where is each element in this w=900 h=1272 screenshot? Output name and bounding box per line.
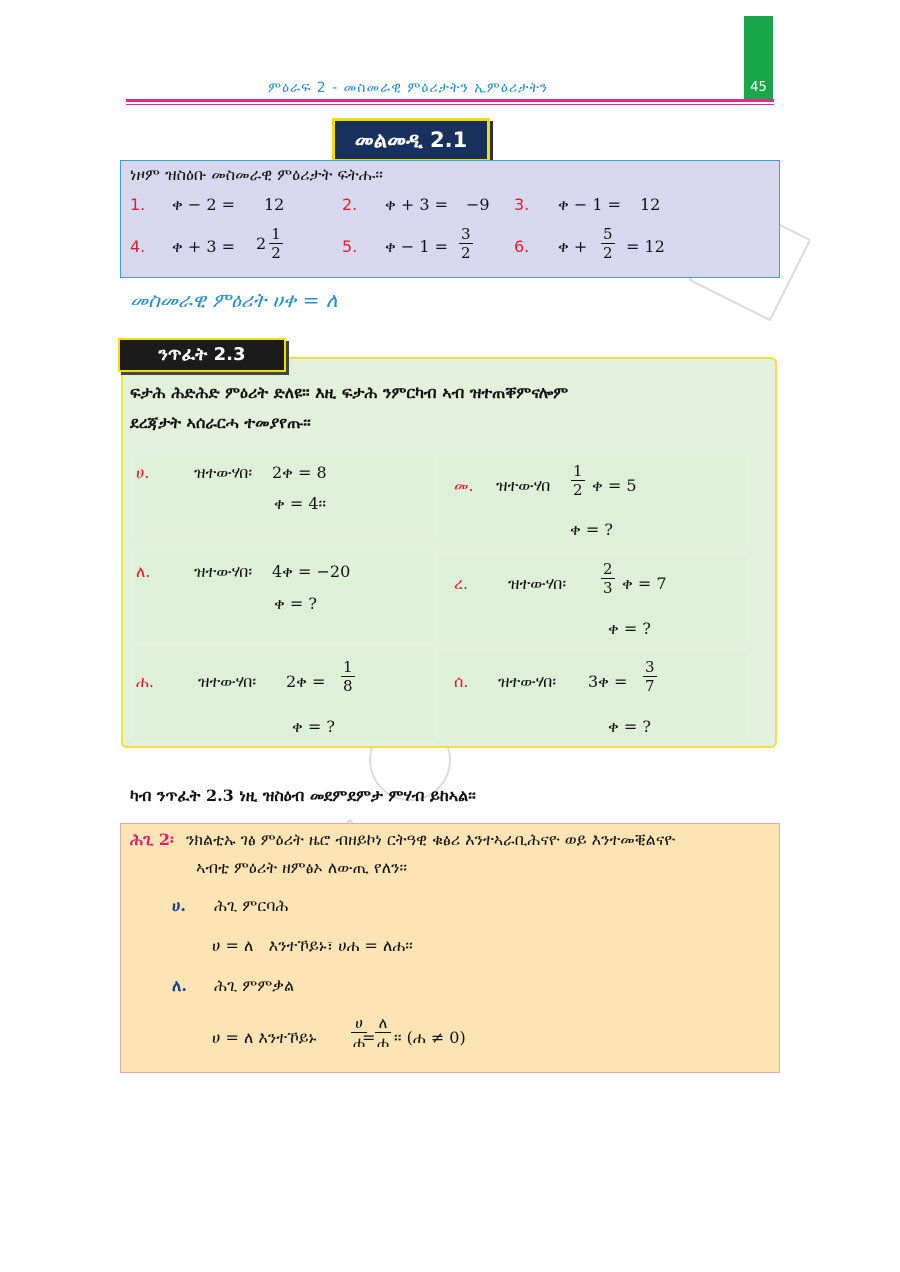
exercise-number: 4. [130,237,146,256]
equation: 2ቀ = 8 [272,463,327,482]
equation: 2ቀ = [286,672,326,691]
chapter-title: ምዕራፍ 2 - መስመራዊ ምዕሪታትን ኢምዕሪታትን [268,80,549,96]
rule-text: ንክልቲኡ ገፅ ምዕሪት ዜሮ ብዘይኮነ ርትዓዊ ቁፅሪ እንተኣራቢሕናዮ ወይ እንተመቒልናዮ [186,830,676,849]
exercise-number: 1. [130,195,146,214]
exercise-instruction: ነዞም ዝስዕቡ መስመራዊ ምዕሪታት ፍትሑ፡፡ [130,165,383,184]
rule-tag: ሕጊ 2፡ [130,830,174,849]
answer: ቀ = 4፡፡ [274,494,327,513]
fraction: $\frac{2}{3}$ [603,560,613,597]
equation-lhs: ቀ + [558,237,588,256]
equation-tail: = 12 [626,237,665,256]
given-label: ዝተውሃበ፡ [194,463,253,482]
fraction: $\frac{1}{2}$ [271,225,281,262]
given-label: ዝተውሃበ፡ [508,574,567,593]
given-label: ዝተውሃበ [496,476,551,495]
exercise-number: 2. [342,195,358,214]
answer: ቀ = ? [570,520,613,539]
page-number: 45 [750,80,767,95]
answer: ቀ = ? [608,717,651,736]
equation-lhs: ቀ − 2 = [172,195,235,214]
rule-formula: ሀ = ለ እንተኾይኑ፣ ሀሐ = ለሐ፡፡ [212,936,413,955]
rule-sub-name: ሕጊ ምርባሕ [214,896,289,915]
equation: ቀ = 7 [622,574,667,593]
activity-label: ንጥፈት 2.3 [118,338,286,372]
activity-cell [134,648,434,740]
equation-rhs: −9 [466,195,490,214]
item-label: መ. [454,476,474,495]
exercise-number: 3. [514,195,530,214]
fraction: $\frac{\text{ሀ}}{\text{ሐ}}$ [353,1014,366,1051]
item-label: ሐ. [136,672,154,691]
whole-part: 2 [256,234,267,253]
answer: ቀ = ? [292,717,335,736]
equation-lhs: ቀ − 1 = [385,237,448,256]
fraction: $\frac{3}{2}$ [461,225,471,262]
fraction: $\frac{1}{2}$ [573,462,583,499]
answer: ቀ = ? [608,619,651,638]
rule-sub-label: ለ. [172,976,187,995]
header-rule [126,99,774,102]
fraction: $\frac{1}{8}$ [343,658,353,695]
rule-formula-tail: ፡፡ (ሐ ≠ 0) [394,1028,466,1047]
activity-instruction: ፍታሕ ሕድሕድ ምዕሪት ድለዩ። እዚ ፍታሕ ንምርካብ ኣብ ዝተጠቐምናሎም ደረጃታት ኣሰራርሓ ተመያየጡ፡፡ [130,383,569,432]
section-subheading: መስመራዊ ምዕሪት ሀቀ = ለ [130,288,338,312]
activity-cell [440,556,746,646]
item-label: ረ. [454,574,469,593]
item-label: ሀ. [136,463,150,482]
rule-sub-label: ሀ. [172,896,186,915]
fraction: $\frac{3}{7}$ [645,658,655,695]
given-label: ዝተውሃበ፡ [498,672,557,691]
given-label: ዝተውሃበ፡ [198,672,257,691]
equals-sign: = [362,1028,376,1047]
rule-sub-name: ሕጊ ምምቃል [214,976,295,995]
equation-lhs: ቀ − 1 = [558,195,621,214]
rule-formula: ሀ = ለ እንተኾይኑ [212,1028,317,1047]
mixed-number [256,225,286,262]
conclusion-lead: ካብ ንጥፈት 2.3 ነዚ ዝስዕብ መደምደምታ ምሃብ ይከኣል፡፡ [130,786,476,805]
fraction: $\frac{\text{ለ}}{\text{ሐ}}$ [377,1014,390,1051]
equation-rhs: 12 [264,195,285,214]
equation-lhs: ቀ + 3 = [172,237,235,256]
exercise-badge: መልመዲ 2.1 [332,118,490,162]
equation: 4ቀ = −20 [272,562,351,581]
equation-rhs: 12 [640,195,661,214]
activity-cell [440,652,746,742]
exercise-number: 5. [342,237,358,256]
item-label: ሰ. [454,672,469,691]
answer: ቀ = ? [274,594,317,613]
rule-text: ኣብቲ ምዕሪት ዘምፅኦ ለውጢ የለን፡፡ [196,858,408,877]
header-rule-thin [126,104,774,105]
item-label: ለ. [136,562,151,581]
given-label: ዝተውሃበ፡ [194,562,253,581]
fraction: $\frac{5}{2}$ [603,225,613,262]
equation: ቀ = 5 [592,476,637,495]
exercise-number: 6. [514,237,530,256]
equation-lhs: ቀ + 3 = [385,195,448,214]
equation: 3ቀ = [588,672,628,691]
